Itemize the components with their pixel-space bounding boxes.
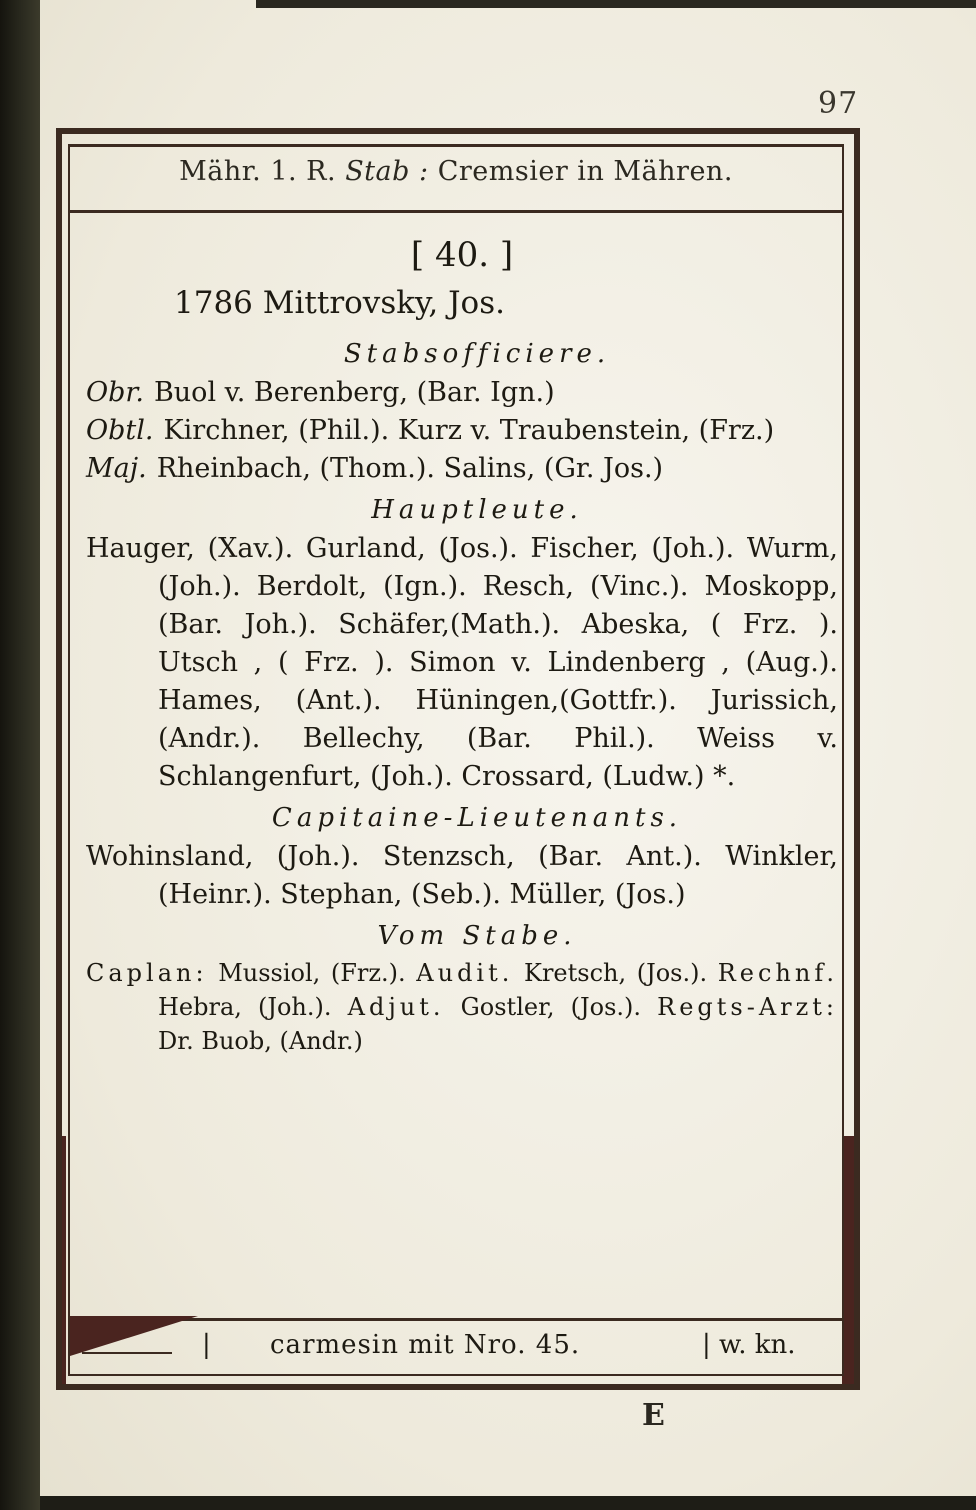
officer-entry <box>86 450 838 488</box>
rank-label: Maj. <box>86 453 147 484</box>
book-spine <box>0 0 40 1510</box>
section-title-capitaine-lieutenants: Capitaine-Lieutenants. <box>271 803 683 833</box>
signature-mark: E <box>642 1398 665 1433</box>
uniform-footer <box>70 1330 840 1370</box>
header-stab-label: Stab : <box>345 156 429 187</box>
header-location: Cremsier in Mähren. <box>437 156 733 187</box>
page-top-shadow <box>256 0 976 8</box>
caplan-label: Caplan: <box>86 959 208 987</box>
regiment-number: [ 40. ] <box>410 235 514 275</box>
section-title-stabsofficiere: Stabsofficiere. <box>343 339 611 369</box>
header-prefix: Mähr. 1. R. <box>179 156 337 187</box>
officer-names: Kirchner, (Phil.). Kurz v. Traubenstein, (Frz.) <box>163 415 775 446</box>
officer-entry <box>86 412 838 450</box>
footer-separator: | <box>202 1330 211 1360</box>
page-number: 97 <box>818 86 859 121</box>
page-header <box>68 156 844 187</box>
hauptleute-list: Hauger, (Xav.). Gurland, (Jos.). Fischer, (Joh.). Wurm, (Joh.). Berdolt, (Ign.). Resch, (Vinc.). Moskopp, (Bar. Joh.). Schäfer,(Math.). Abeska, ( Frz. ). Utsch , ( Frz. ). Simon v. Lindenberg , (Aug.). Hames, (Ant.). Hüningen,(Gottfr.). Jurissich, (Andr.). Bellechy, (Bar. Phil.). Weiss v. Schlangenfurt, (Joh.). Crossard, (Ludw.) *. <box>86 533 838 792</box>
regtsarzt-name: Dr. Buob, (Andr.) <box>158 1027 363 1055</box>
page-bottom-shadow <box>250 1496 976 1510</box>
officer-names: Buol v. Berenberg, (Bar. Ign.) <box>153 377 555 408</box>
rechnf-name: Hebra, (Joh.). <box>158 993 332 1021</box>
button-color: | w. kn. <box>702 1330 796 1360</box>
section-title-hauptleute: Hauptleute. <box>371 495 583 525</box>
adjut-name: Gostler, (Jos.). <box>460 993 642 1021</box>
vom-stabe-list <box>86 956 838 1058</box>
officer-names: Rheinbach, (Thom.). Salins, (Gr. Jos.) <box>156 453 664 484</box>
caplan-name: Mussiol, (Frz.). <box>218 959 406 987</box>
rank-label: Obtl. <box>86 415 154 446</box>
rank-label: Obr. <box>86 377 144 408</box>
audit-label: Audit. <box>416 959 514 987</box>
header-divider <box>68 210 844 213</box>
adjut-label: Adjut. <box>347 993 445 1021</box>
regiment-entry <box>86 236 838 1058</box>
audit-name: Kretsch, (Jos.). <box>524 959 708 987</box>
section-title-vom-stabe: Vom Stabe. <box>377 921 577 951</box>
regiment-owner: 1786 Mittrovsky, Jos. <box>174 285 505 321</box>
capitaine-lieutenants-list: Wohinsland, (Joh.). Stenzsch, (Bar. Ant.). Winkler, (Heinr.). Stephan, (Seb.). Müller, (Jos.) <box>86 841 838 910</box>
regtsarzt-label: Regts-Arzt: <box>657 993 839 1021</box>
rechnf-label: Rechnf. <box>717 959 839 987</box>
footer-dash <box>82 1352 172 1354</box>
uniform-color: carmesin mit Nro. 45. <box>270 1330 581 1360</box>
officer-entry <box>86 374 838 412</box>
